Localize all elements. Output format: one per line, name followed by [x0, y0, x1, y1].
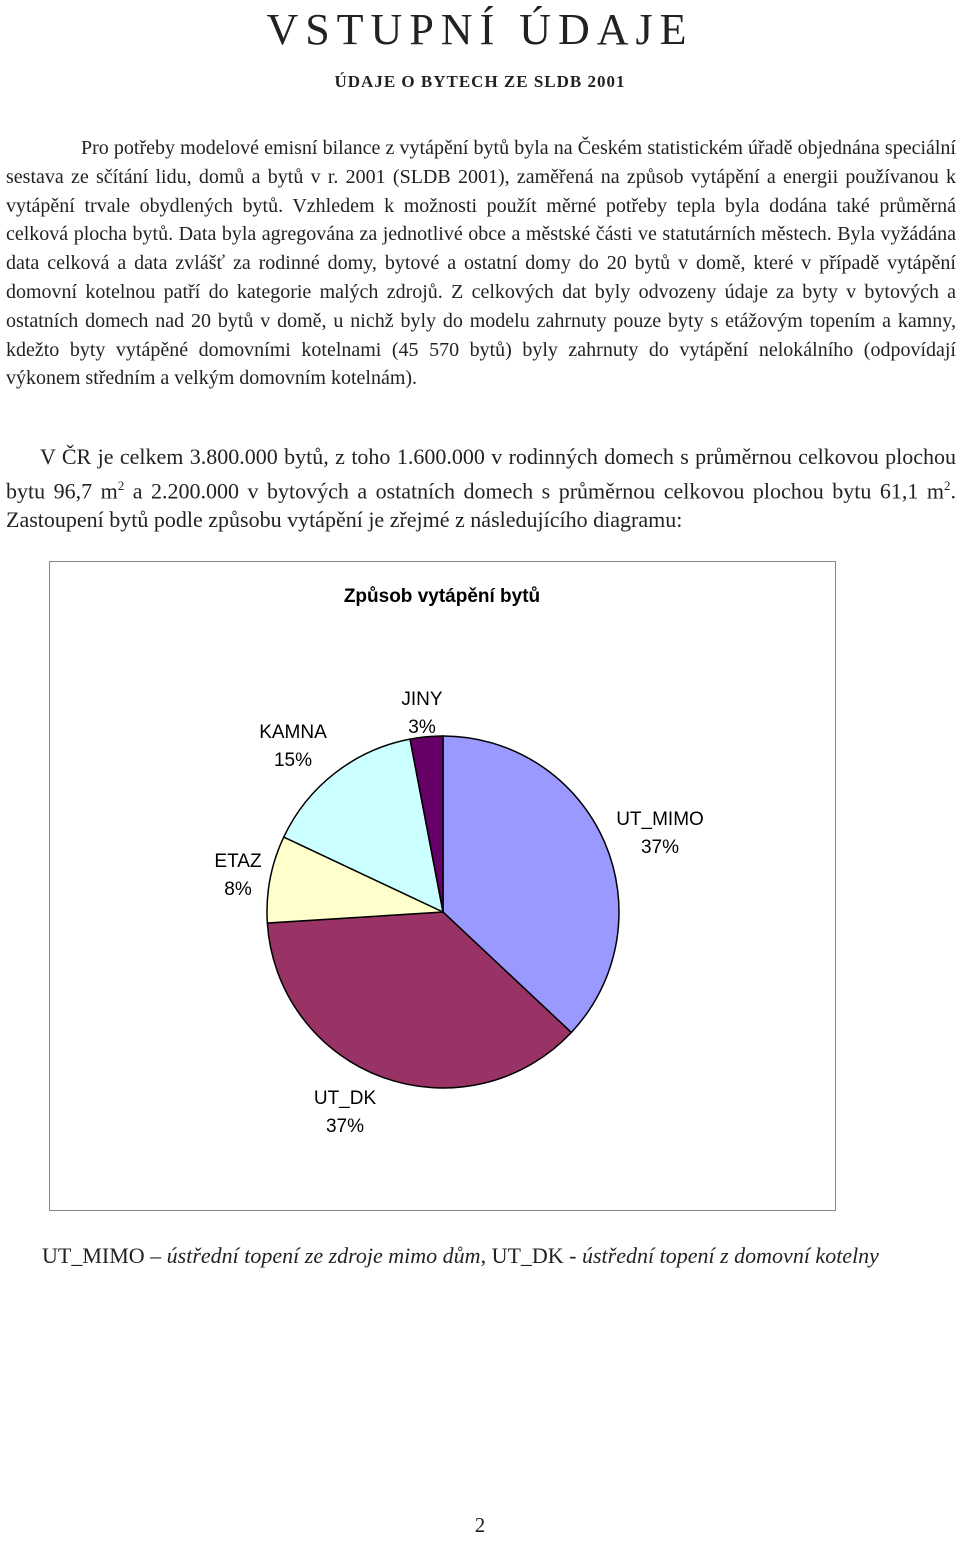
- page-number: 2: [474, 1513, 486, 1537]
- legend-separator: ,: [480, 1243, 492, 1268]
- slice-label-etaz: ETAZ: [214, 851, 262, 872]
- pie-chart: [50, 562, 835, 1210]
- slice-label-kamna: KAMNA: [259, 722, 327, 743]
- slice-percent-ut-dk: 37%: [325, 1116, 365, 1137]
- legend-abbr-ut-mimo: UT_MIMO: [42, 1243, 145, 1268]
- superscript-2: 2: [944, 477, 951, 493]
- chart-title: Způsob vytápění bytů: [343, 586, 541, 607]
- legend-separator: -: [563, 1243, 582, 1268]
- summary-text-b: a 2.200.000 v bytových a ostatních domech s průměrnou celkovou plochou bytu 61,1 m: [124, 478, 944, 504]
- slice-percent-jiny: 3%: [408, 717, 436, 738]
- pie-chart-frame: [49, 561, 836, 1211]
- slice-label-jiny: JINY: [401, 689, 443, 710]
- legend-abbr-ut-dk: UT_DK: [491, 1243, 564, 1268]
- page-title: VSTUPNÍ ÚDAJE: [266, 5, 694, 54]
- pie-slices: [267, 736, 619, 1088]
- chart-legend-note: [42, 1243, 942, 1269]
- summary-text-a: V ČR je celkem 3.800.000 bytů, z toho 1.600.000 v rodinných domech s průměrnou celkovou plochou bytu 96,7 m: [6, 444, 956, 504]
- slice-label-ut-mimo: UT_MIMO: [616, 809, 704, 830]
- slice-percent-ut-mimo: 37%: [640, 837, 680, 858]
- superscript-2: 2: [117, 477, 125, 493]
- legend-separator: –: [144, 1243, 167, 1268]
- intro-paragraph-text: Pro potřeby modelové emisní bilance z vytápění bytů byla na Českém statistickém úřadě objednána speciální sestava ze sčítání lidu, domů a bytů v r. 2001 (SLDB 2001), zaměřená na způsob vytápění a energii používanou k vytápění trvale obydlených bytů. Vzhledem k možnosti použít měrné potřeby tepla byla dodána také průměrná celková plocha bytů. Data byla agregována za jednotlivé obce a městské části ve statutárních městech. Byla vyžádána data celková a data zvlášť za rodinné domy, bytové a ostatní domy do 20 bytů v domě, které v případě vytápění domovní kotelnou patří do kategorie malých zdrojů. Z celkových dat byly odvozeny údaje za byty v bytových a ostatních domech nad 20 bytů v domě, u nichž byly do modelu zahrnuty pouze byty s etážovým topením a kamny, kdežto byty vytápěné domovními kotelnami (45 570 bytů) byly zahrnuty do vytápění nelokálního (odpovídají výkonem středním a velkým domovním kotelnám).: [6, 137, 956, 390]
- page-subtitle: ÚDAJE O BYTECH ZE SLDB 2001: [334, 72, 626, 91]
- summary-paragraph: [6, 443, 956, 535]
- slice-label-ut-dk: UT_DK: [313, 1088, 377, 1109]
- legend-desc-ut-dk: ústřední topení z domovní kotelny: [582, 1243, 879, 1268]
- intro-paragraph: [6, 134, 956, 393]
- slice-percent-kamna: 15%: [273, 750, 313, 771]
- slice-percent-etaz: 8%: [224, 879, 252, 900]
- summary-text-c: . Zastoupení bytů podle způsobu vytápění je zřejmé z následujícího diagramu:: [6, 478, 956, 532]
- legend-desc-ut-mimo: ústřední topení ze zdroje mimo dům: [166, 1243, 481, 1268]
